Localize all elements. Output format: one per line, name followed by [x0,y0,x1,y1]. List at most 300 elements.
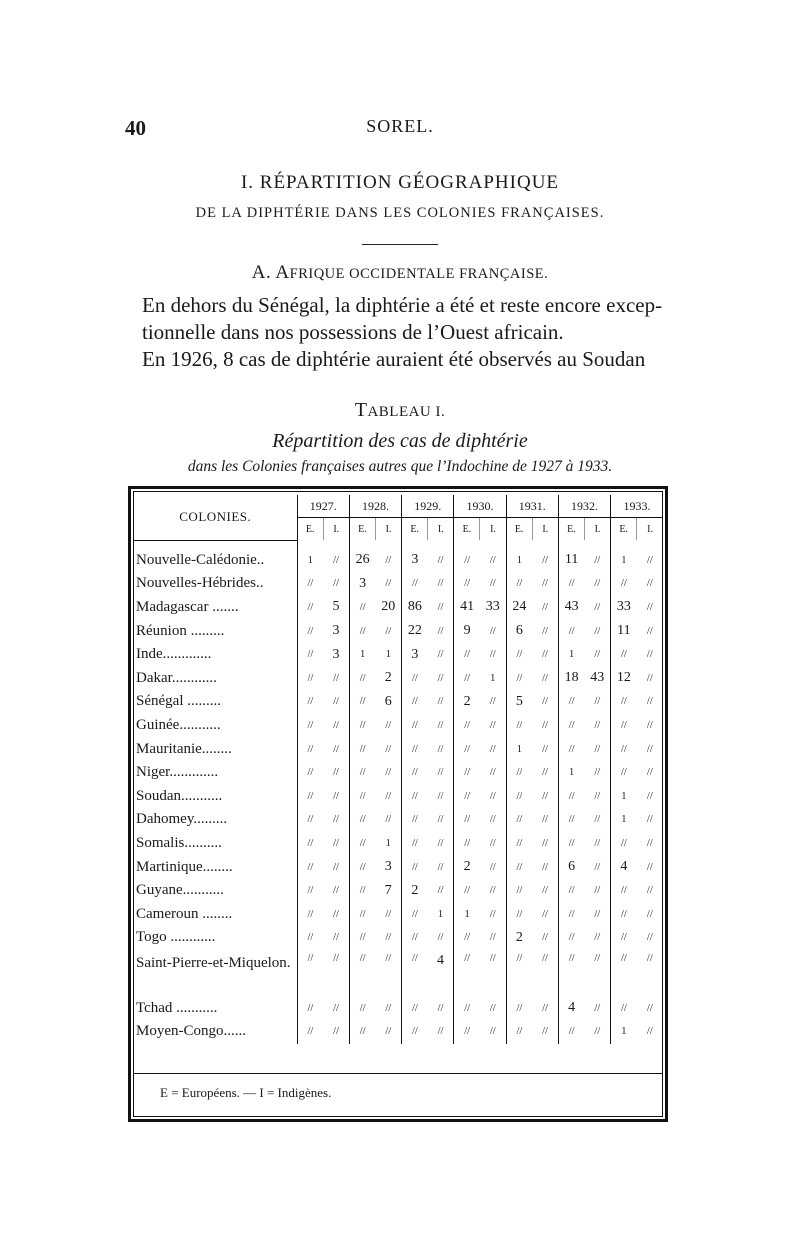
cell-europeens: // [558,784,584,808]
indigenes-header: I. [323,518,349,541]
cell-europeens: // [297,619,323,643]
europeens-header: E. [349,518,375,541]
cell-europeens: 2 [454,855,480,879]
cell-indigenes: // [646,837,653,849]
cell-indigenes: // [594,885,601,897]
cell-indigenes: // [385,932,392,944]
cell-indigenes: // [646,861,653,873]
cell-europeens: // [402,832,428,856]
cell-europeens: // [506,950,532,997]
cell-indigenes: // [646,952,653,964]
cell-indigenes: // [437,885,444,897]
cell-indigenes: 1 [490,672,496,684]
colony-name: Nouvelle-Calédonie.. [134,540,297,572]
colony-name: Guinée........... [134,714,297,738]
cell-europeens: // [297,1020,323,1044]
cell-indigenes: // [542,1002,548,1014]
cell-indigenes: 4 [437,952,444,968]
indigenes-header: I. [637,518,663,541]
cell-europeens: 1 [611,540,637,572]
cell-indigenes: // [437,1026,444,1038]
cell-indigenes: // [594,719,601,731]
cell-europeens: // [349,737,375,761]
cell-europeens: // [611,879,637,903]
cell-europeens: 41 [454,596,480,620]
cell-europeens: // [506,643,532,667]
cell-europeens: // [402,926,428,950]
cell-indigenes: // [594,578,601,590]
cell-indigenes: // [646,696,653,708]
cell-europeens: 5 [506,690,532,714]
cell-europeens: // [297,596,323,620]
cell-indigenes: // [333,554,339,566]
cell-europeens: // [611,997,637,1021]
cell-indigenes: // [542,743,548,755]
cell-europeens: // [349,926,375,950]
cell-indigenes: // [385,814,392,826]
cell-indigenes: // [646,932,653,944]
cell-europeens: 1 [611,1020,637,1044]
cell-indigenes: 20 [381,599,396,615]
table-body [134,540,663,1044]
cell-europeens: 22 [402,619,428,643]
cell-europeens: // [297,879,323,903]
colony-name: Sénégal ......... [134,690,297,714]
indigenes-header: I. [428,518,454,541]
cell-europeens: // [454,761,480,785]
cell-indigenes: // [385,1002,392,1014]
cell-europeens: 33 [611,596,637,620]
cell-europeens: // [402,572,428,596]
europeens-header: E. [611,518,637,541]
cell-indigenes: // [489,837,496,849]
cell-indigenes: // [646,790,653,802]
cell-europeens: 24 [506,596,532,620]
cell-indigenes: // [646,885,653,897]
table-row [134,714,663,738]
cell-europeens: // [506,855,532,879]
cell-indigenes: // [489,743,496,755]
cell-indigenes: // [489,578,496,590]
cell-europeens: // [454,950,480,997]
cell-europeens: // [297,737,323,761]
cell-europeens: // [297,714,323,738]
cell-europeens: // [558,926,584,950]
cell-europeens: // [611,690,637,714]
paragraph-1-line-2: tionnelle dans nos possessions de l’Ouest africain. [142,320,564,344]
cell-europeens: // [402,808,428,832]
cell-europeens: // [506,784,532,808]
cell-europeens: // [506,666,532,690]
cell-indigenes: // [489,696,496,708]
cell-indigenes: // [594,790,601,802]
cell-europeens: // [506,572,532,596]
colony-name: Somalis.......... [134,832,297,856]
table-row [134,596,663,620]
europeens-header: E. [506,518,532,541]
cell-indigenes: // [594,932,601,944]
table-row [134,1020,663,1044]
cell-europeens: // [558,808,584,832]
colony-name: Saint-Pierre-et-Miquelon. [134,950,297,997]
cell-europeens: // [402,855,428,879]
cell-indigenes: // [489,719,496,731]
year-header: 1928. [349,495,401,518]
cell-indigenes: // [437,814,444,826]
cell-indigenes: // [437,861,444,873]
cell-indigenes: // [542,719,548,731]
cell-europeens: // [297,997,323,1021]
cell-indigenes: // [385,790,392,802]
cell-europeens: 2 [402,879,428,903]
year-header-row [134,495,663,518]
cell-europeens: 26 [349,540,375,572]
cell-indigenes: 3 [332,623,340,639]
cell-europeens: 11 [558,540,584,572]
cell-europeens: // [454,997,480,1021]
table-row [134,690,663,714]
paragraph-2 [142,346,672,373]
cell-indigenes: // [646,578,653,590]
year-header: 1931. [506,495,558,518]
cell-indigenes: // [333,790,339,802]
cell-europeens: // [402,761,428,785]
table-row [134,540,663,572]
cell-indigenes: 7 [384,882,392,898]
page-number: 40 [125,116,146,140]
cell-europeens: // [558,737,584,761]
cell-europeens: // [349,1020,375,1044]
cell-europeens: // [297,784,323,808]
colony-name: Niger............. [134,761,297,785]
cell-europeens: 3 [402,540,428,572]
cell-europeens: // [454,666,480,690]
cell-indigenes: 33 [485,599,500,615]
cell-indigenes: // [594,1002,601,1014]
cell-europeens: // [349,808,375,832]
cell-indigenes: // [437,601,444,613]
cell-europeens: // [349,832,375,856]
cell-europeens: 2 [506,926,532,950]
cell-indigenes: // [489,908,496,920]
table-row [134,619,663,643]
section-title: I. RÉPARTITION GÉOGRAPHIQUE [240,172,560,193]
colony-name: Soudan........... [134,784,297,808]
cell-indigenes: // [646,601,653,613]
cell-indigenes: // [333,767,339,779]
cell-europeens: // [402,690,428,714]
cell-europeens: // [402,666,428,690]
cell-europeens: // [349,714,375,738]
cell-indigenes: // [594,696,601,708]
europeens-header: E. [558,518,584,541]
cell-indigenes: // [542,1026,548,1038]
cell-europeens: // [297,666,323,690]
cell-indigenes: // [385,743,392,755]
year-header: 1932. [558,495,610,518]
section-subtitle: DE LA DIPHTÉRIE DANS LES COLONIES FRANÇAISES. [195,205,605,221]
cell-indigenes: // [333,885,339,897]
colony-name: Tchad ........... [134,997,297,1021]
europeens-header: E. [402,518,428,541]
colony-name: Dahomey......... [134,808,297,832]
cell-europeens: // [349,950,375,997]
cell-indigenes: // [594,625,601,637]
cell-indigenes: 2 [384,670,392,686]
cell-europeens: // [506,808,532,832]
cell-indigenes: // [542,601,548,613]
cell-europeens: // [349,596,375,620]
cell-indigenes: 3 [384,859,392,875]
cell-indigenes: // [542,578,548,590]
page-header [0,116,800,146]
cell-indigenes: // [542,861,548,873]
cell-indigenes: // [333,932,339,944]
cell-europeens: // [454,879,480,903]
cell-indigenes: 5 [332,599,340,615]
cell-europeens: // [611,643,637,667]
cell-europeens: // [297,902,323,926]
cell-europeens: 1 [611,784,637,808]
table-row [134,950,663,997]
cell-indigenes: // [489,814,496,826]
cell-europeens: // [454,926,480,950]
cell-europeens: // [611,761,637,785]
cell-europeens: // [402,737,428,761]
colony-name: Moyen-Congo...... [134,1020,297,1044]
cell-europeens: 86 [402,596,428,620]
cell-europeens: // [611,572,637,596]
cell-indigenes: // [646,649,653,661]
cell-indigenes: // [646,554,653,566]
cell-indigenes: // [385,767,392,779]
cell-europeens: // [454,808,480,832]
table-row [134,761,663,785]
cell-europeens: // [558,714,584,738]
cell-indigenes: // [646,743,653,755]
cell-europeens: 1 [506,540,532,572]
divider [362,244,438,245]
cell-indigenes: // [542,932,548,944]
cell-europeens: // [454,540,480,572]
cell-indigenes: // [437,578,444,590]
table-row [134,572,663,596]
cell-europeens: // [297,761,323,785]
cell-indigenes: // [489,885,496,897]
colony-name: Dakar............ [134,666,297,690]
year-header: 1927. [297,495,349,518]
cell-indigenes: // [333,672,339,684]
indigenes-header: I. [375,518,401,541]
cell-europeens: 43 [558,596,584,620]
cell-europeens: 12 [611,666,637,690]
cell-indigenes: // [437,649,444,661]
cell-europeens: // [558,950,584,997]
paragraph-1-line-1: En dehors du Sénégal, la diphtérie a été et reste encore excep- [142,293,663,317]
cell-europeens: // [297,855,323,879]
cell-indigenes: // [542,625,548,637]
cell-europeens: // [297,808,323,832]
cell-indigenes: // [646,1026,653,1038]
diphtheria-table [134,495,663,1044]
cell-europeens: 1 [454,902,480,926]
colony-name: Cameroun ........ [134,902,297,926]
indigenes-header: I. [532,518,558,541]
cell-europeens: 6 [558,855,584,879]
cell-indigenes: // [333,1026,339,1038]
cell-indigenes: // [594,649,601,661]
cell-indigenes: // [437,672,444,684]
cell-indigenes: // [542,814,548,826]
cell-europeens: // [297,926,323,950]
cell-europeens: // [611,714,637,738]
cell-europeens: // [297,572,323,596]
cell-europeens: // [454,1020,480,1044]
cell-europeens: // [402,902,428,926]
cell-europeens: // [297,690,323,714]
cell-europeens: // [558,572,584,596]
cell-indigenes: // [594,861,601,873]
cell-indigenes: // [333,908,339,920]
cell-indigenes: // [489,932,496,944]
subsection-prefix: A. A [251,262,290,283]
cell-indigenes: // [594,837,601,849]
cell-europeens: // [611,737,637,761]
cell-indigenes: // [594,601,601,613]
indigenes-header: I. [480,518,506,541]
table-row [134,855,663,879]
cell-europeens: // [297,643,323,667]
paragraph-2-line-1: En 1926, 8 cas de diphtérie auraient été observés au Soudan [142,347,646,371]
cell-indigenes: 1 [385,837,391,849]
cell-europeens: // [349,902,375,926]
cell-indigenes: // [333,837,339,849]
cell-indigenes: // [333,743,339,755]
cell-indigenes: // [646,719,653,731]
cell-indigenes: // [437,743,444,755]
colony-name: Martinique........ [134,855,297,879]
cell-europeens: // [402,1020,428,1044]
cell-europeens: // [611,902,637,926]
cell-indigenes: // [489,952,496,964]
cell-indigenes: // [542,767,548,779]
cell-indigenes: // [542,554,548,566]
cell-europeens: // [454,784,480,808]
table-row [134,808,663,832]
cell-indigenes: // [385,952,392,964]
table-row [134,902,663,926]
cell-indigenes: // [333,1002,339,1014]
cell-europeens: // [558,1020,584,1044]
cell-europeens: 11 [611,619,637,643]
cell-indigenes: // [385,1026,392,1038]
table-row [134,784,663,808]
cell-europeens: // [349,879,375,903]
cell-indigenes: // [437,719,444,731]
europeens-header: E. [454,518,480,541]
cell-europeens: // [402,784,428,808]
cell-europeens: // [558,902,584,926]
cell-europeens: 2 [454,690,480,714]
cell-indigenes: // [437,625,444,637]
cell-europeens: 1 [297,540,323,572]
cell-europeens: // [611,926,637,950]
cell-indigenes: // [385,719,392,731]
cell-indigenes: 1 [385,649,391,661]
cell-europeens: // [506,1020,532,1044]
cell-indigenes: // [542,672,548,684]
cell-indigenes: // [542,885,548,897]
cell-indigenes: // [646,625,653,637]
colony-name: Madagascar ....... [134,596,297,620]
cell-indigenes: 43 [590,670,605,686]
cell-europeens: 18 [558,666,584,690]
table-caption: Répartition des cas de diphtérie [272,430,528,452]
cell-europeens: // [454,714,480,738]
cell-indigenes: // [489,861,496,873]
cell-indigenes: // [594,554,601,566]
cell-indigenes: // [594,1026,601,1038]
cell-indigenes: // [646,814,653,826]
table-row [134,879,663,903]
colony-name: Réunion ......... [134,619,297,643]
cell-europeens: 9 [454,619,480,643]
cell-indigenes: // [437,767,444,779]
paragraph-1 [142,292,672,346]
cell-indigenes: // [594,743,601,755]
table-row [134,926,663,950]
cell-europeens: // [611,950,637,997]
year-header: 1933. [611,495,663,518]
year-header: 1929. [402,495,454,518]
subsection-rest: FRIQUE OCCIDENTALE FRANÇAISE. [289,266,549,282]
running-title: SOREL. [366,116,434,136]
cell-indigenes: // [542,837,548,849]
cell-indigenes: // [489,625,496,637]
cell-indigenes: // [646,672,653,684]
cell-indigenes: 6 [384,693,392,709]
cell-europeens: // [349,997,375,1021]
cell-indigenes: // [333,861,339,873]
table-row [134,666,663,690]
colony-name: Togo ............ [134,926,297,950]
cell-europeens: // [611,832,637,856]
cell-europeens: // [349,784,375,808]
cell-indigenes: // [385,625,392,637]
legend: E = Européens. — I = Indigènes. [160,1085,332,1100]
cell-indigenes: // [437,554,444,566]
cell-europeens: // [349,666,375,690]
table-row [134,643,663,667]
cell-indigenes: // [437,790,444,802]
cell-europeens: 3 [349,572,375,596]
cell-indigenes: // [437,696,444,708]
cell-indigenes: 3 [332,646,340,662]
colonies-header: COLONIES. [134,495,297,540]
cell-indigenes: // [489,767,496,779]
colony-name: Guyane........... [134,879,297,903]
cell-europeens: 1 [558,761,584,785]
cell-indigenes: // [594,952,601,964]
cell-indigenes: // [646,767,653,779]
cell-indigenes: // [489,790,496,802]
cell-europeens: // [454,572,480,596]
cell-europeens: // [506,714,532,738]
table-row [134,832,663,856]
cell-indigenes: // [594,814,601,826]
cell-europeens: // [349,855,375,879]
cell-indigenes: // [333,814,339,826]
